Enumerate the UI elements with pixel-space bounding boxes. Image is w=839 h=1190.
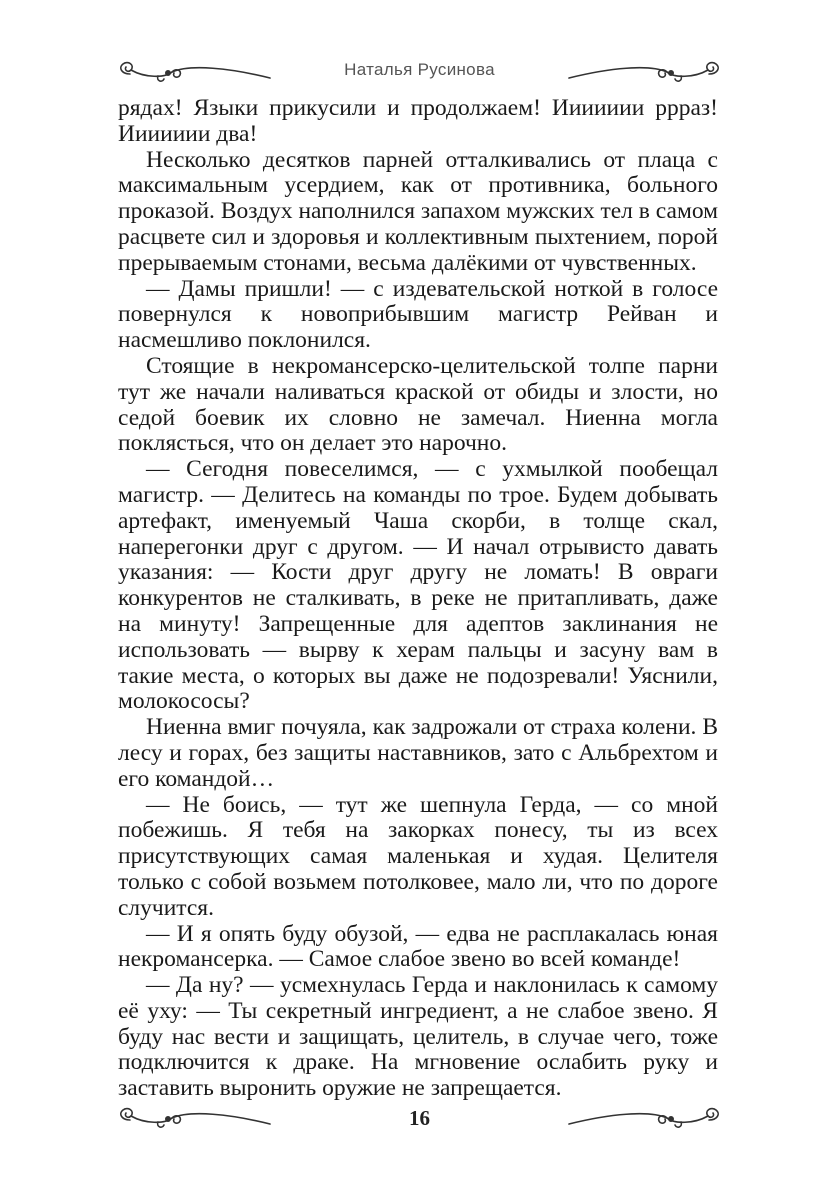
paragraph-2: Несколько десятков парней отталкивались от плаца с максимальным усердием, как от противника, больного проказой. Воздух наполнился запахом мужских тел в самом расцвете сил и здоровья и коллективным пыхтением, порой прерываемым стонами, весьма далёкими от чувственных. [118, 146, 718, 276]
paragraph-6: Ниенна вмиг почуяла, как задрожали от страха колени. В лесу и горах, без защиты наставников, зато с Альбрехтом и его командой… [118, 714, 718, 792]
paragraph-4: Стоящие в некромансерско-целительской толпе парни тут же начали наливаться краской от обиды и злости, но седой боевик их словно не замечал. Ниенна могла поклясться, что он делает это нарочно. [118, 352, 718, 457]
right-flourish-ornament-icon [559, 52, 729, 92]
page-header [110, 52, 729, 92]
paragraph-8: — И я опять буду обузой, — едва не расплакалась юная некромансерка. — Самое слабое звено во всей команде! [118, 920, 718, 973]
footer-right-flourish-ornament-icon [559, 1098, 729, 1138]
paragraph-3: — Дамы пришли! — с издевательской ноткой в голосе повернулся к новоприбывшим магистр Рейван и насмешливо поклонился. [118, 275, 718, 354]
paragraph-7: — Не боись, — тут же шепнула Герда, — со мной побежишь. Я тебя на закорках понесу, ты из всех присутствующих самая маленькая и худая. Целителя только с собой возьмем потолковее, мало ли, что по дороге случится. [118, 791, 718, 921]
paragraph-5: — Сегодня повеселимся, — с ухмылкой пообещал магистр. — Делитесь на команды по трое. Будем добывать артефакт, именуемый Чаша скорби, в толще скал, наперегонки друг с другом. — И начал отрывисто давать указания: — Кости друг другу не ломать! В овраги конкурентов не сталкивать, в реке не притапливать, даже на минуту! Запрещенные для адептов заклинания не использовать — вырву к херам пальцы и засуну вам в такие места, о которых вы даже не подозревали! Уяснили, молокососы? [118, 456, 718, 715]
paragraph-1: рядах! Языки прикусили и продолжаем! Иииииии ррраз! Иииииии два! [118, 95, 718, 147]
paragraph-9: — Да ну? — усмехнулась Герда и наклонилась к самому её уху: — Ты секретный ингредиент, а не слабое звено. Я буду нас вести и защищать, целитель, в случае чего, тоже подключится к драке. На мгновение ослабить руку и заставить выронить оружие не запрещается. [118, 972, 718, 1102]
page-footer [110, 1098, 729, 1138]
running-head-author: Наталья Русинова [344, 60, 495, 79]
page-body-text [118, 96, 718, 1102]
page-number: 16 [409, 1106, 430, 1130]
